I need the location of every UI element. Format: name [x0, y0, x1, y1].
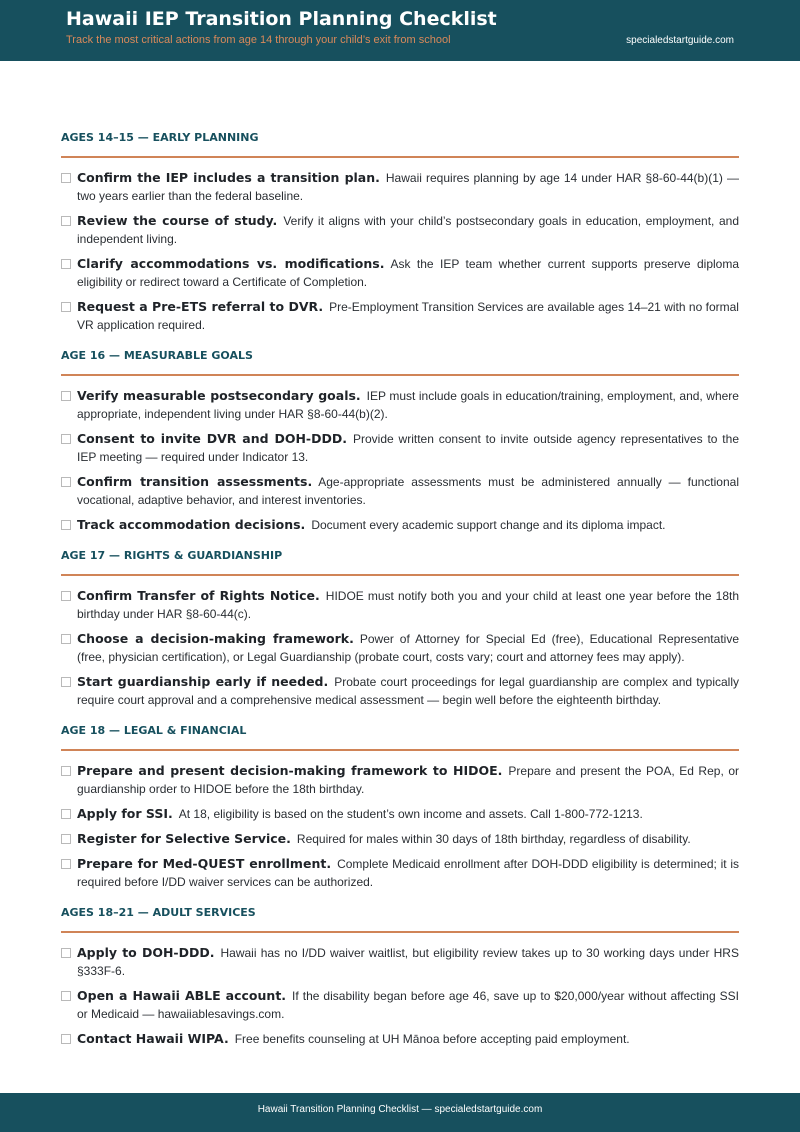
section-heading: AGE 18 — LEGAL & FINANCIAL — [61, 724, 247, 737]
page-header — [0, 0, 800, 61]
section-divider — [61, 749, 739, 751]
item-description: HIDOE must notify both you and your child at least one year before the 18th birthday under HAR §8-60-44(c). — [77, 589, 739, 621]
item-description: If the disability began before age 46, save up to $20,000/year without affecting SSI or Medicaid — hawaiiablesavings.com. — [77, 989, 740, 1021]
item-title: Choose a decision-making framework. — [77, 631, 354, 646]
item-title: Register for Selective Service. — [77, 831, 291, 846]
checklist-section — [61, 130, 739, 334]
section-heading: AGE 17 — RIGHTS & GUARDIANSHIP — [61, 549, 283, 562]
item-description: Provide written consent to invite outside agency representatives to the IEP meeting — required under Indicator 13. — [77, 432, 739, 464]
item-title: Start guardianship early if needed. — [77, 674, 329, 689]
checklist-item — [61, 212, 739, 248]
footer-text: Hawaii Transition Planning Checklist — specialedstartguide.com — [257, 1104, 543, 1115]
checklist-item — [61, 987, 739, 1023]
checkbox[interactable] — [61, 302, 71, 312]
checklist-item — [61, 762, 739, 798]
checklist-item — [61, 169, 739, 205]
checklist-item — [61, 430, 739, 466]
checkbox[interactable] — [61, 809, 71, 819]
checkbox[interactable] — [61, 948, 71, 958]
item-title: Confirm transition assessments. — [77, 474, 313, 489]
checkbox[interactable] — [61, 520, 71, 530]
item-description: IEP must include goals in education/training, employment, and, where appropriate, independent living under HAR §8-60-44(b)(2). — [77, 389, 739, 421]
checklist-item — [61, 587, 739, 623]
item-title: Contact Hawaii WIPA. — [77, 1031, 229, 1046]
item-title: Prepare and present decision-making framework to HIDOE. — [77, 763, 503, 778]
checklist-item — [61, 516, 739, 534]
item-title: Consent to invite DVR and DOH-DDD. — [77, 431, 347, 446]
checklist-item — [61, 255, 739, 291]
section-heading: AGES 18–21 — ADULT SERVICES — [61, 906, 256, 919]
checklist-item — [61, 673, 739, 709]
section-divider — [61, 574, 739, 576]
section-divider — [61, 374, 739, 376]
checkbox[interactable] — [61, 591, 71, 601]
checkbox[interactable] — [61, 434, 71, 444]
item-title: Apply to DOH-DDD. — [77, 945, 215, 960]
site-url: specialedstartguide.com — [626, 35, 734, 46]
checklist-item — [61, 387, 739, 423]
section-divider — [61, 931, 739, 933]
checkbox[interactable] — [61, 677, 71, 687]
checkbox[interactable] — [61, 391, 71, 401]
checklist-section — [61, 348, 739, 534]
item-description: Pre-Employment Transition Services are available ages 14–21 with no formal VR application required. — [77, 300, 739, 332]
item-description: Power of Attorney for Special Ed (free), Educational Representative (free, physician certification), or Legal Guardianship (probate court, costs vary; court and attorney fees may apply). — [77, 632, 739, 664]
item-description: Document every academic support change and its diploma impact. — [311, 518, 666, 532]
checklist-item — [61, 944, 739, 980]
section-heading: AGES 14–15 — EARLY PLANNING — [61, 131, 259, 144]
item-title: Review the course of study. — [77, 213, 278, 228]
item-title: Track accommodation decisions. — [77, 517, 306, 532]
item-description: Hawaii has no I/DD waiver waitlist, but eligibility review takes up to 30 working days under HRS §333F-6. — [77, 946, 739, 978]
item-description: Ask the IEP team whether current supports preserve diploma eligibility or redirect toward a Certificate of Completion. — [77, 257, 739, 289]
checkbox[interactable] — [61, 216, 71, 226]
item-title: Request a Pre-ETS referral to DVR. — [77, 299, 324, 314]
checklist-item — [61, 473, 739, 509]
page-subtitle: Track the most critical actions from age 14 through your child’s exit from school — [66, 34, 451, 46]
item-title: Prepare for Med-QUEST enrollment. — [77, 856, 332, 871]
item-title: Apply for SSI. — [77, 806, 173, 821]
item-title: Confirm Transfer of Rights Notice. — [77, 588, 320, 603]
checklist-section — [61, 905, 739, 1048]
checklist-section — [61, 548, 739, 709]
checklist-item — [61, 805, 739, 823]
checklist-item — [61, 1030, 739, 1048]
checklist-item — [61, 830, 739, 848]
checkbox[interactable] — [61, 259, 71, 269]
item-description: Hawaii requires planning by age 14 under HAR §8-60-44(b)(1) — two years earlier than the federal baseline. — [77, 171, 739, 203]
item-title: Open a Hawaii ABLE account. — [77, 988, 287, 1003]
item-title: Clarify accommodations vs. modifications. — [77, 256, 385, 271]
item-description: Complete Medicaid enrollment after DOH-DDD eligibility is determined; it is required before I/DD waiver services can be authorized. — [77, 857, 739, 889]
section-divider — [61, 156, 739, 158]
checklist-section — [61, 723, 739, 891]
checkbox[interactable] — [61, 834, 71, 844]
item-description: Prepare and present the POA, Ed Rep, or guardianship order to HIDOE before the 18th birthday. — [77, 764, 739, 796]
item-description: Age-appropriate assessments must be administered annually — functional vocational, adaptive behavior, and interest inventories. — [77, 475, 739, 507]
checkbox[interactable] — [61, 991, 71, 1001]
item-description: At 18, eligibility is based on the student’s own income and assets. Call 1-800-772-1213. — [178, 807, 643, 821]
checkbox[interactable] — [61, 1034, 71, 1044]
checklist-item — [61, 855, 739, 891]
checkbox[interactable] — [61, 859, 71, 869]
section-heading: AGE 16 — MEASURABLE GOALS — [61, 349, 253, 362]
item-title: Verify measurable postsecondary goals. — [77, 388, 361, 403]
checklist-item — [61, 298, 739, 334]
item-description: Free benefits counseling at UH Mānoa before accepting paid employment. — [234, 1032, 630, 1046]
checkbox[interactable] — [61, 173, 71, 183]
checklist-content — [61, 130, 739, 1048]
checkbox[interactable] — [61, 634, 71, 644]
page-footer — [0, 1093, 800, 1132]
checkbox[interactable] — [61, 766, 71, 776]
item-title: Confirm the IEP includes a transition plan. — [77, 170, 380, 185]
checklist-item — [61, 630, 739, 666]
item-description: Probate court proceedings for legal guardianship are complex and typically require court approval and a comprehensive medical assessment — begin well before the eighteenth birthday. — [77, 675, 739, 707]
item-description: Verify it aligns with your child’s postsecondary goals in education, employment, and independent living. — [77, 214, 739, 246]
checkbox[interactable] — [61, 477, 71, 487]
item-description: Required for males within 30 days of 18th birthday, regardless of disability. — [296, 832, 691, 846]
page-title: Hawaii IEP Transition Planning Checklist — [66, 8, 497, 30]
